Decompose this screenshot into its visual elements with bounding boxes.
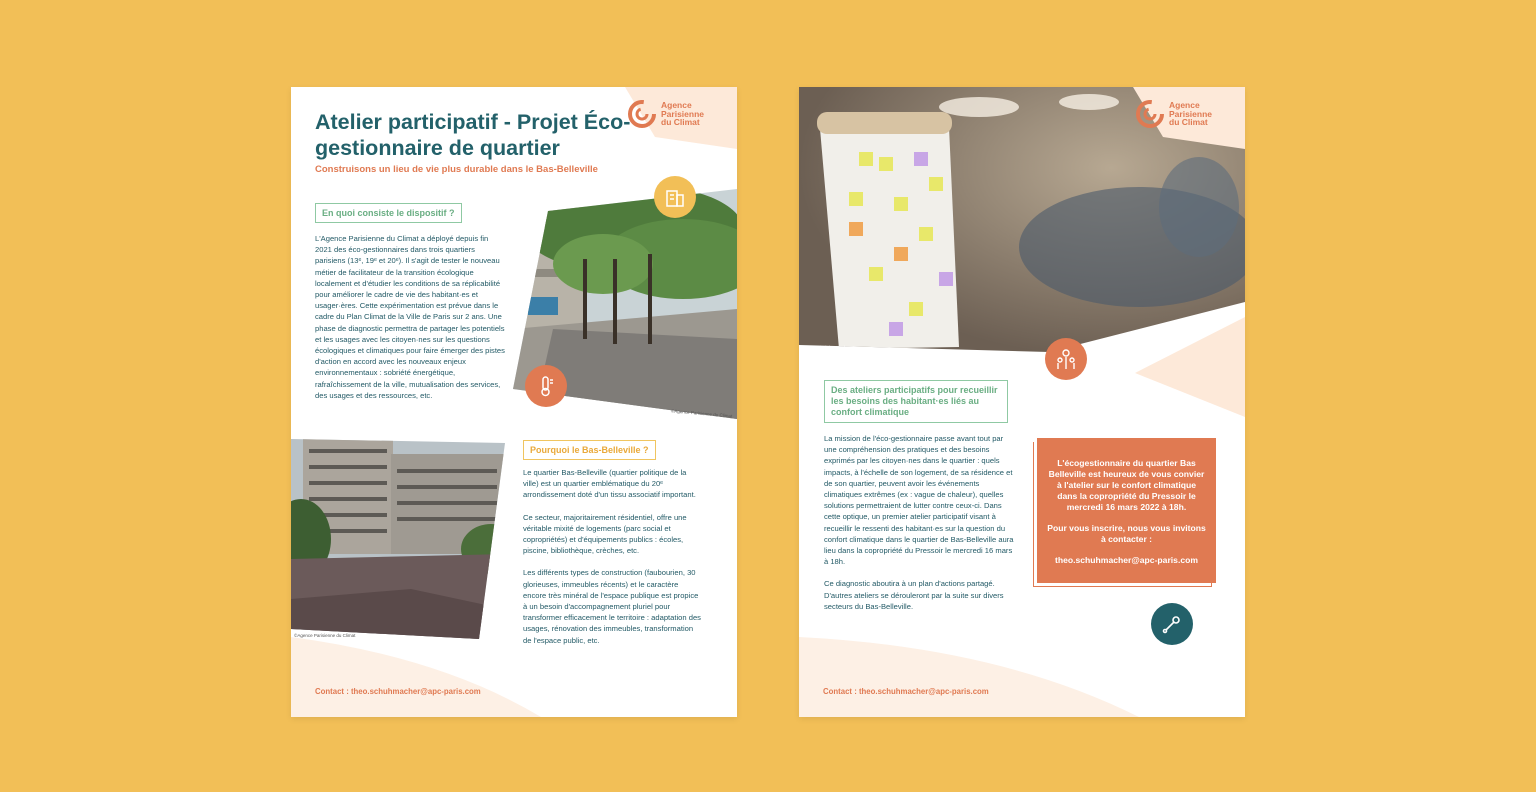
logo-line: Agence xyxy=(661,100,692,111)
thermometer-icon xyxy=(525,365,567,407)
logo-line: Parisienne xyxy=(1169,108,1212,119)
section-ateliers-text xyxy=(824,433,1014,623)
page-title: Atelier participatif - Projet Éco-gestionnaire de quartier xyxy=(315,110,631,160)
section-heading-dispositif: En quoi consiste le dispositif ? xyxy=(315,203,462,223)
invite-email[interactable]: theo.schuhmacher@apc-paris.com xyxy=(1054,555,1199,565)
paragraph: Ce secteur, majoritairement résidentiel, offre une véritable mixité de logements (parc social et copropriétés) et d'équipements publics : écoles, piscine, bibliothèque, crèches, etc. xyxy=(523,512,687,556)
paragraph: Les différents types de construction (faubourien, 30 glorieuses, immeubles récents) et le caractère encore très minéral de l'espace publique est propice à un besoin d'accompagnement pluriel pour transformer efficacement le territoire : adaptation des usages, rénovation des immeubles, transformation de l'espace public, etc. xyxy=(523,568,701,645)
logo-line: Agence xyxy=(1169,100,1200,111)
building-icon xyxy=(654,176,696,218)
paragraph: La mission de l'éco-gestionnaire passe avant tout par une compréhension des pratiques et des besoins exprimés par les citoyen·nes dans le quartier : quels impacts, à l'échelle de son logement, de sa résidence et de son quartier, peuvent avoir les événements climatiques extrêmes (ex : vague de chaleur), quelles solutions permettraient de lutter contre ceux-ci. Dans cette optique, un premier atelier participatif visant à recueillir le ressenti des habitant·es sur la question du confort climatique dans le quartier de Bas-Belleville aura lieu dans la copropriété du Pressoir le mercredi 16 mars à 18h. xyxy=(824,434,1014,567)
invite-cta: Pour vous inscrire, nous vous invitons à contacter : xyxy=(1047,523,1206,544)
section-dispositif-text xyxy=(315,233,505,412)
section-heading-ateliers: Des ateliers participatifs pour recueillir les besoins des habitant·es liés au confort climatique xyxy=(824,380,1008,423)
building-photo xyxy=(291,439,505,639)
invite-text: L'écogestionnaire du quartier Bas Belleville est heureux de vous convier à l'atelier sur le confort climatique dans la copropriété du Pressoir le mercredi 16 mars 2022 à 18h. xyxy=(1048,458,1205,512)
flyer-page-1 xyxy=(291,87,737,717)
logo-spiral-icon xyxy=(1135,99,1165,129)
logo-line: Parisienne xyxy=(661,108,704,119)
photo-credit: ©nullplus/Adobe Stock xyxy=(801,345,847,350)
bottom-decoration xyxy=(799,637,1245,717)
section-bas-belleville-text xyxy=(523,467,703,657)
paragraph: L'Agence Parisienne du Climat a déployé depuis fin 2021 des éco-gestionnaires dans trois quartiers parisiens (13ᵉ, 19ᵉ et 20ᵉ). Il s'agit de tester le nouveau métier de facilitateur de la transition écologique localement et d'étudier les conditions de sa réplicabilité pour améliorer le cadre de vie des habitant·es et usager·ères. Cette expérimentation est prévue dans le cadre du Plan Climat de la Ville de Paris sur 2 ans. Une phase de diagnostic permettra de partager les potentiels et les usages avec les citoyen·nes sur les questions écologiques et climatiques pour faire émerger des pistes d'action en accord avec les nouveaux enjeux environnementaux : sobriété énergétique, rafraîchissement de la ville, mutualisation des services, des usages et des ressources, etc. xyxy=(315,234,505,400)
section-heading-bas-belleville: Pourquoi le Bas-Belleville ? xyxy=(523,440,656,460)
logo-text xyxy=(1169,101,1231,127)
side-decoration xyxy=(1135,317,1245,417)
page-subtitle: Construisons un lieu de vie plus durable dans le Bas-Belleville xyxy=(315,164,598,175)
logo-line: du Climat xyxy=(661,117,700,128)
logo-line: du Climat xyxy=(1169,117,1208,128)
flyer-page-2 xyxy=(799,87,1245,717)
invite-box xyxy=(1037,438,1216,583)
contact-line: Contact : theo.schuhmacher@apc-paris.com xyxy=(823,687,989,696)
bottom-decoration xyxy=(291,637,737,717)
paragraph: Ce diagnostic aboutira à un plan d'actions partagé. D'autres ateliers se dérouleront par la suite sur divers secteurs du Bas-Belleville. xyxy=(824,579,1004,611)
logo-text xyxy=(661,101,723,127)
people-discussion-icon xyxy=(1045,338,1087,380)
apc-logo xyxy=(1135,99,1231,129)
photo-credit: ©Agence Parisienne du Climat xyxy=(670,408,733,419)
contact-line: Contact : theo.schuhmacher@apc-paris.com xyxy=(315,687,481,696)
paragraph: Le quartier Bas-Belleville (quartier politique de la ville) est un quartier emblématique du 20ᵉ arrondissement doté d'un tissu associatif important. xyxy=(523,468,696,500)
photo-credit: ©Agence Parisienne du Climat xyxy=(294,633,356,638)
